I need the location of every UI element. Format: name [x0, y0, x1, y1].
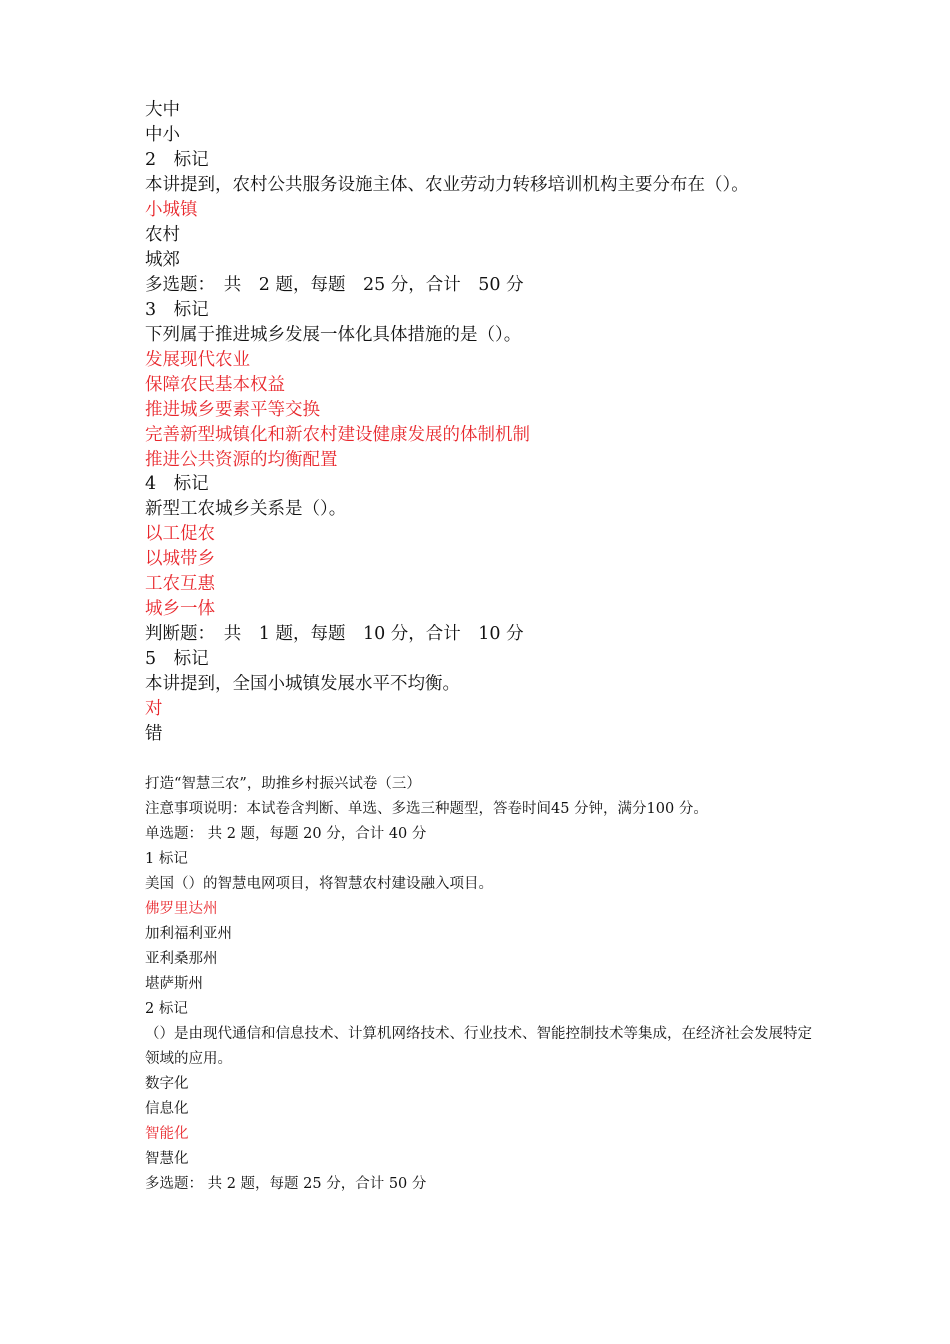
option-text: 大中	[145, 100, 180, 120]
option-text: 错	[145, 724, 163, 744]
correct-option-text: 以城带乡	[145, 549, 215, 569]
option-text: 加利福利亚州	[145, 926, 232, 942]
correct-option-text: 完善新型城镇化和新农村建设健康发展的体制机制	[145, 425, 530, 445]
section-header-multi: 多选题： 共 2 题，每题 25 分，合计 50 分	[145, 1176, 427, 1192]
option-text: 数字化	[145, 1076, 189, 1092]
option-text: 亚利桑那州	[145, 951, 218, 967]
option-text: 城郊	[145, 250, 180, 270]
section-header-multi: 多选题： 共 2 题，每题 25 分，合计 50 分	[145, 275, 524, 295]
section-header-single: 单选题： 共 2 题，每题 20 分，合计 40 分	[145, 826, 427, 842]
option-text: 信息化	[145, 1101, 189, 1117]
correct-option-text: 小城镇	[145, 200, 198, 220]
question-header: 5 标记	[145, 649, 209, 669]
question-header: 4 标记	[145, 474, 209, 494]
option-text: 堪萨斯州	[145, 976, 203, 992]
question-header: 3 标记	[145, 300, 209, 320]
question-text: 美国（）的智慧电网项目，将智慧农村建设融入项目。	[145, 876, 493, 892]
exam-notice: 注意事项说明：本试卷含判断、单选、多选三种题型，答卷时间45 分钟，满分100 分。	[145, 801, 708, 817]
correct-option-text: 推进城乡要素平等交换	[145, 400, 320, 420]
correct-option-text: 推进公共资源的均衡配置	[145, 450, 338, 470]
correct-option-text: 保障农民基本权益	[145, 375, 285, 395]
question-text: 本讲提到，农村公共服务设施主体、农业劳动力转移培训机构主要分布在（）。	[145, 175, 749, 195]
correct-option-text: 对	[145, 699, 163, 719]
option-text: 智慧化	[145, 1151, 189, 1167]
correct-option-text: 智能化	[145, 1126, 189, 1142]
question-text: （）是由现代通信和信息技术、计算机网络技术、行业技术、智能控制技术等集成，在经济社会发展特定领域的应用。	[145, 1026, 812, 1067]
question-text: 本讲提到，全国小城镇发展水平不均衡。	[145, 674, 460, 694]
option-text: 农村	[145, 225, 180, 245]
exam-title: 打造“智慧三农”，助推乡村振兴试卷（三）	[145, 776, 421, 792]
question-header: 2 标记	[145, 1001, 188, 1017]
correct-option-text: 工农互惠	[145, 574, 215, 594]
question-header: 2 标记	[145, 150, 209, 170]
correct-option-text: 以工促农	[145, 524, 215, 544]
correct-option-text: 发展现代农业	[145, 350, 250, 370]
section-header-judge: 判断题： 共 1 题，每题 10 分，合计 10 分	[145, 624, 524, 644]
question-text: 下列属于推进城乡发展一体化具体措施的是（）。	[145, 325, 522, 345]
question-header: 1 标记	[145, 851, 188, 867]
question-text: 新型工农城乡关系是（）。	[145, 499, 347, 519]
correct-option-text: 城乡一体	[145, 599, 215, 619]
correct-option-text: 佛罗里达州	[145, 901, 218, 917]
option-text: 中小	[145, 125, 180, 145]
